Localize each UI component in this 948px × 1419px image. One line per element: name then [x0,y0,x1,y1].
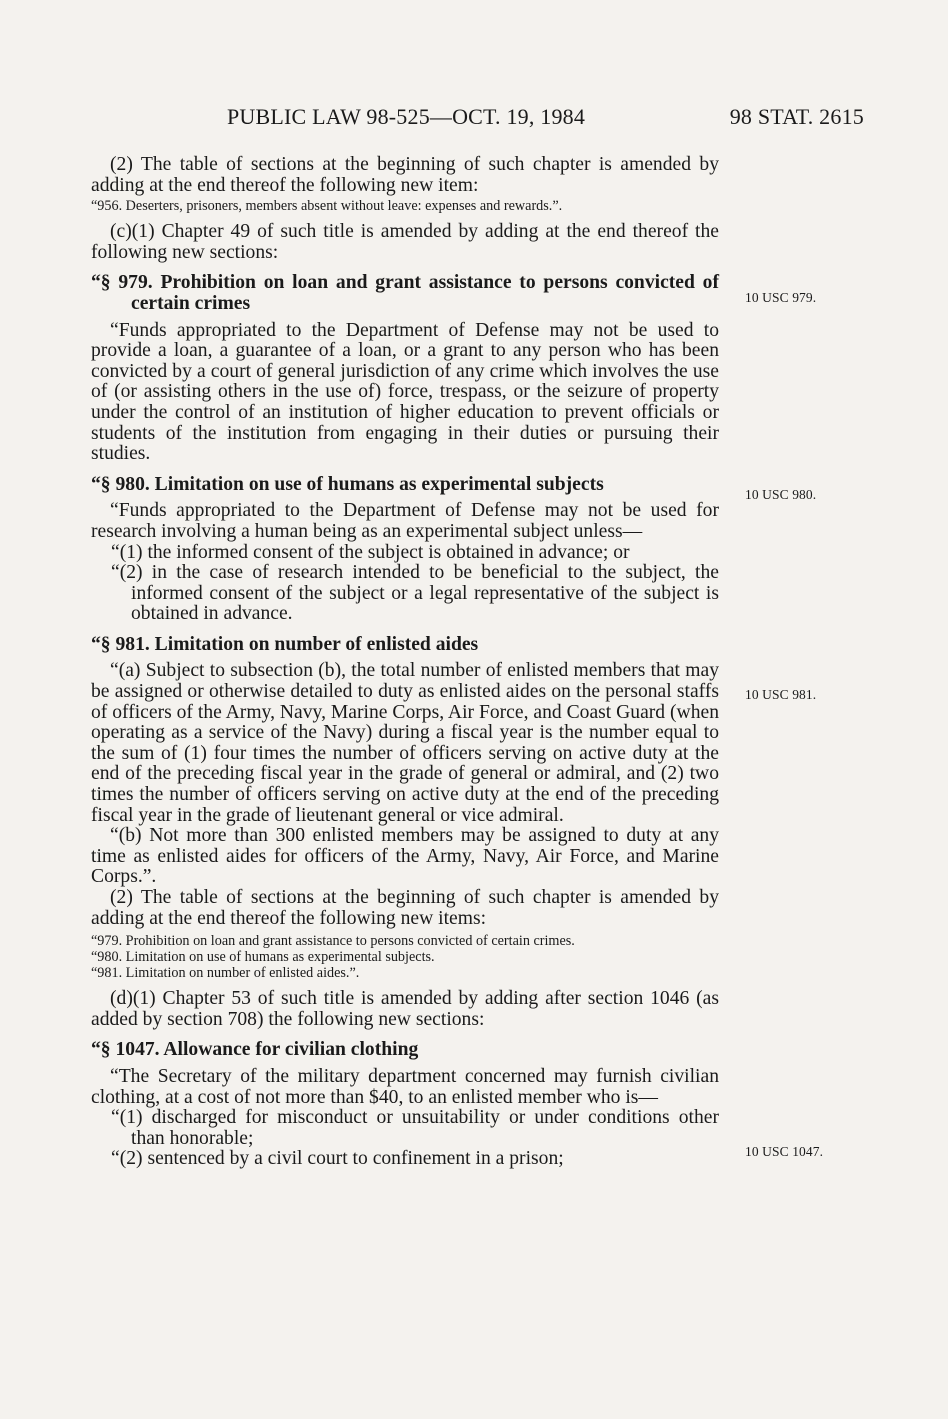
section-1047-clause-2: “(2) sentenced by a civil court to confinement in a prison; [111,1148,564,1170]
paragraph-c1: (c)(1) Chapter 49 of such title is amended by adding at the end thereof the following new sections: [91,221,719,263]
section-979-text: “Funds appropriated to the Department of Defense may not be used to provide a loan, a guarantee of a loan, or a grant to any person who has been convicted by a court of general jurisdiction of any crime which involves the use of (or assisting others in the use of) force, trespass, or the seizure of property under the control of an institution of higher education to prevent officials or students of the institution from engaging in their duties or pursuing their studies. [91,319,719,465]
table-items-list [91,934,719,981]
margin-note-979: 10 USC 979. [745,290,817,305]
section-981-subsection-a: “(a) Subject to subsection (b), the total number of enlisted members that may be assigned or otherwise detailed to duty as enlisted aides on the personal staffs of officers of the Army, Navy, Marine Corps, Air Force, and Coast Guard (when operating as a service of the Navy) during a fiscal year is the number equal to the sum of (1) four times the number of officers serving on active duty at the end of the preceding fiscal year in the grade of general or admiral, and (2) two times the number of officers serving on active duty at the end of the preceding fiscal year in the grade of lieutenant general or vice admiral. [91,660,719,826]
section-979-heading: “§ 979. Prohibition on loan and grant assistance to persons convicted of certain crimes [91,272,719,314]
section-1047-clause-1: “(1) discharged for misconduct or unsuitability or under conditions other than honorable; [111,1107,719,1149]
section-980-clause-1: “(1) the informed consent of the subject is obtained in advance; or [111,541,630,563]
table-item-956: “956. Deserters, prisoners, members absent without leave: expenses and rewards.”. [91,198,563,215]
paragraph-d1: (d)(1) Chapter 53 of such title is amended by adding after section 1046 (as added by section 708) the following new sections: [91,988,719,1030]
section-980-heading: “§ 980. Limitation on use of humans as experimental subjects [91,473,604,495]
running-title: PUBLIC LAW 98-525—OCT. 19, 1984 [227,104,586,129]
table-item-981: “981. Limitation on number of enlisted aides.”. [91,965,360,982]
section-1047-heading: “§ 1047. Allowance for civilian clothing [91,1039,419,1061]
section-981-subsection-b: “(b) Not more than 300 enlisted members may be assigned to duty at any time as enlisted aides for officers of the Army, Navy, Air Force, and Marine Corps.”. [91,825,719,888]
body-text [91,155,719,1170]
margin-note-1047: 10 USC 1047. [745,1144,824,1159]
section-1047-text: “The Secretary of the military department concerned may furnish civilian clothing, at a cost of not more than $40, to an enlisted member who is— [91,1065,719,1108]
margin-note-980: 10 USC 980. [745,487,817,502]
page-header [0,104,948,134]
section-981-heading: “§ 981. Limitation on number of enlisted aides [91,633,479,655]
paragraph-c2: (2) The table of sections at the beginning of such chapter is amended by adding at the end thereof the following new item: [91,154,719,196]
margin-note-981: 10 USC 981. [745,687,817,702]
table-item-979: “979. Prohibition on loan and grant assistance to persons convicted of certain crimes. [91,933,575,950]
section-980-text: “Funds appropriated to the Department of Defense may not be used for research involving a human being as an experimental subject unless— [91,500,719,542]
paragraph-table-items: (2) The table of sections at the beginning of such chapter is amended by adding at the end thereof the following new items: [91,887,719,929]
statute-page-number: 98 STAT. 2615 [729,104,864,129]
section-980-clause-2: “(2) in the case of research intended to be beneficial to the subject, the informed consent of the subject or a legal representative of the subject is obtained in advance. [111,562,719,625]
table-item-980: “980. Limitation on use of humans as experimental subjects. [91,949,435,966]
